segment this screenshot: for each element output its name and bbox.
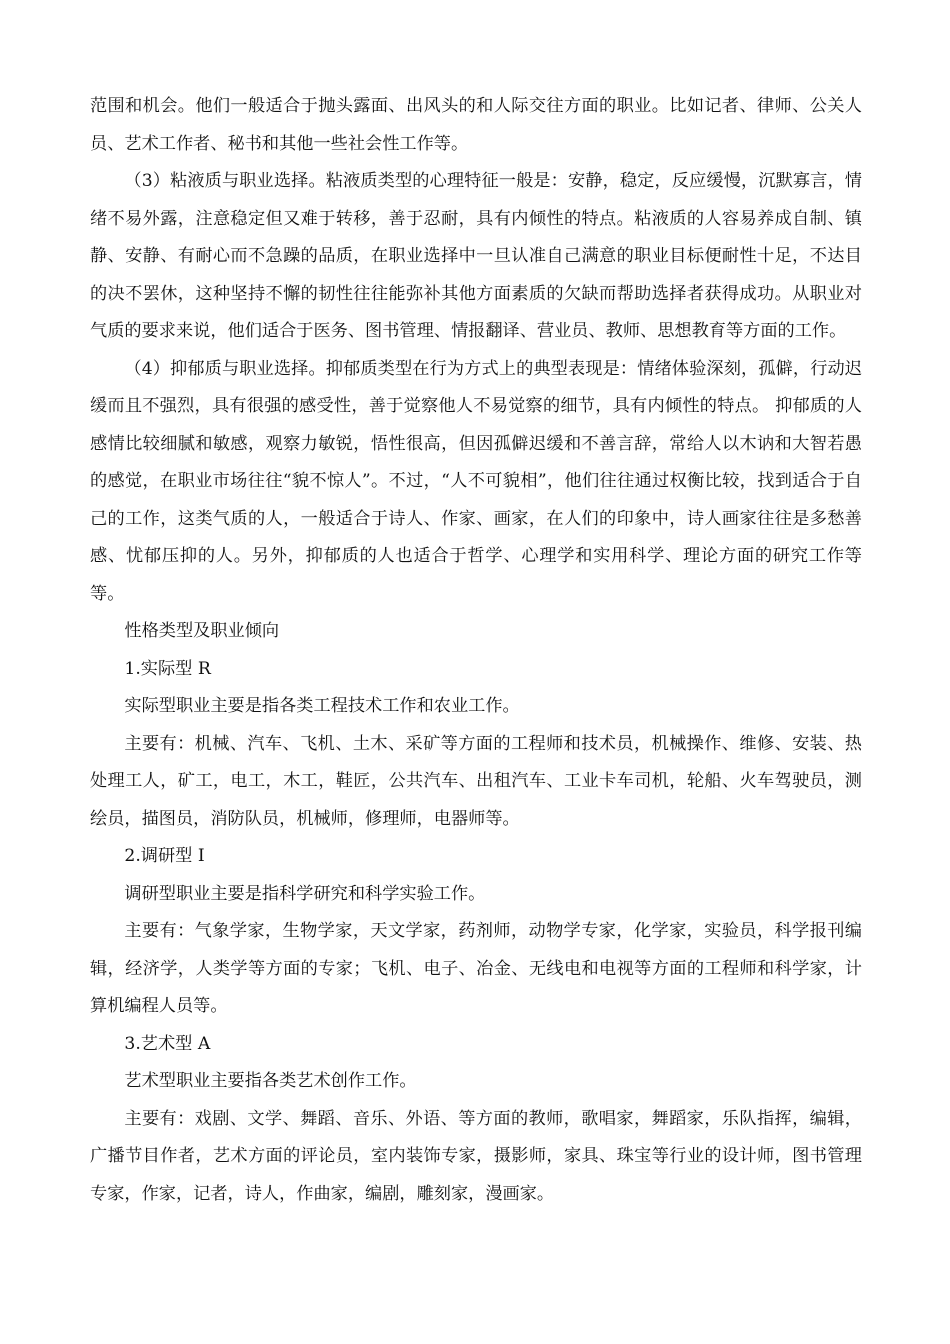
subheading-realistic: 1.实际型 R	[124, 658, 211, 679]
paragraph-investigative-intro: 调研型职业主要是指科学研究和科学实验工作。	[124, 883, 486, 904]
paragraph-melancholic: （4）抑郁质与职业选择。抑郁质类型在行为方式上的典型表现是：情绪体验深刻，孤僻，行动迟缓而且不强烈，具有很强的感受性，善于觉察他人不易觉察的细节，具有内倾性的特点。 抑郁质的人感情比较细腻和敏感，观察力敏锐，悟性很高，但因孤僻迟缓和不善言辞，常给人以木讷和大智若愚的感觉，在职业市场往往“貌不惊人”。不过，“人不可貌相”，他们往往通过权衡比较，找到适合于自己的工作，这类气质的人，一般适合于诗人、作家、画家，在人们的印象中，诗人画家往往是多愁善感、忧郁压抑的人。另外，抑郁质的人也适合于哲学、心理学和实用科学、理论方面的研究工作等等。	[90, 358, 862, 604]
paragraph-continuation: 范围和机会。他们一般适合于抛头露面、出风头的和人际交往方面的职业。比如记者、律师、公关人员、艺术工作者、秘书和其他一些社会性工作等。	[90, 96, 862, 154]
paragraph-investigative-list: 主要有：气象学家，生物学家，天文学家，药剂师，动物学专家，化学家，实验员，科学报刊编辑，经济学，人类学等方面的专家；飞机、电子、冶金、无线电和电视等方面的工程师和科学家，计算机编程人员等。	[90, 921, 862, 1016]
paragraph-phlegmatic: （3）粘液质与职业选择。粘液质类型的心理特征一般是：安静，稳定，反应缓慢，沉默寡言，情绪不易外露，注意稳定但又难于转移，善于忍耐，具有内倾性的特点。粘液质的人容易养成自制、镇静、安静、有耐心而不急躁的品质，在职业选择中一旦认准自己满意的职业目标便耐性十足，不达目的决不罢休，这种坚持不懈的韧性往往能弥补其他方面素质的欠缺而帮助选择者获得成功。从职业对气质的要求来说，他们适合于医务、图书管理、情报翻译、营业员、教师、思想教育等方面的工作。	[90, 171, 862, 341]
subheading-investigative: 2.调研型 I	[124, 846, 205, 866]
paragraph-artistic-list: 主要有：戏剧、文学、舞蹈、音乐、外语、等方面的教师，歌唱家，舞蹈家，乐队指挥，编辑，广播节目作者，艺术方面的评论员，室内装饰专家，摄影师，家具、珠宝等行业的设计师，图书管理专家，作家，记者，诗人，作曲家，编剧，雕刻家，漫画家。	[90, 1108, 862, 1204]
subheading-artistic: 3.艺术型 A	[124, 1033, 211, 1054]
paragraph-realistic-intro: 实际型职业主要是指各类工程技术工作和农业工作。	[124, 696, 520, 716]
document-page	[90, 88, 862, 1213]
paragraph-realistic-list: 主要有：机械、汽车、飞机、土木、采矿等方面的工程师和技术员，机械操作、维修、安装、热处理工人，矿工，电工，木工，鞋匠，公共汽车、出租汽车、工业卡车司机，轮船、火车驾驶员，测绘员，描图员，消防队员，机械师，修理师，电器师等。	[90, 733, 862, 829]
section-heading: 性格类型及职业倾向	[124, 621, 280, 641]
paragraph-artistic-intro: 艺术型职业主要指各类艺术创作工作。	[124, 1071, 417, 1091]
